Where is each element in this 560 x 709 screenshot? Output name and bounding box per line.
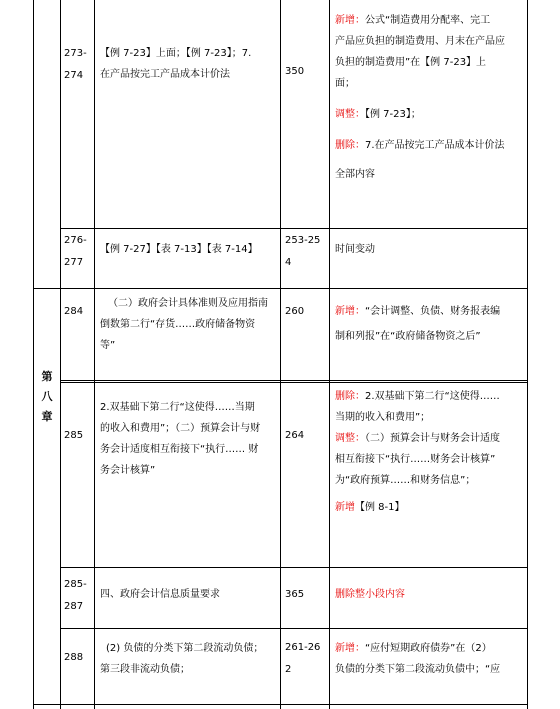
chapter-char: 八 [41,390,53,403]
change-text: 【例 8-1】 [355,502,405,513]
page-line: 365 [285,589,305,600]
change-description [335,638,500,680]
change-line [335,638,500,659]
content-line: （二）政府会计具体准则及应用指南 [108,298,268,309]
change-line: 制和列报”在“政府储备物资之后” [335,331,481,342]
row-border [60,382,527,383]
table-divider-content [280,0,281,709]
change-line [335,301,500,322]
change-description [335,386,500,518]
change-text: （二）预算会计与财务会计适度 [365,433,500,444]
content-line: 等” [100,340,116,351]
tag-deleted: 删除整小段内容 [335,589,405,600]
tag-adjusted: 调整： [335,433,365,444]
new-page [285,65,304,79]
page-line: 285- [64,579,87,590]
chapter-label [37,367,57,427]
change-text: “应付短期政府债券”在（2） [365,643,492,654]
row-border [33,288,527,289]
original-page [64,651,83,665]
original-content [100,397,260,481]
page-line: 264 [285,430,305,441]
tag-adjusted: 调整： [335,109,365,120]
table-divider-chapter [60,0,61,709]
change-line [335,10,505,31]
page-line: 4 [285,257,292,268]
original-content [100,293,268,356]
original-content [100,243,258,257]
change-description [335,10,505,185]
original-content [100,43,251,85]
content-line: 【例 7-27】【表 7-13】【表 7-14】 [100,244,258,255]
change-line: 相互衔接下“执行……财务会计核算” [335,454,496,465]
change-line: 产品应负担的制造费用、月末在产品应 [335,36,505,47]
change-line: 时间变动 [335,244,375,255]
page-line: 273- [64,48,87,59]
change-line [335,135,505,156]
page-line: 350 [285,66,305,77]
tag-added: 新增： [335,15,365,26]
content-line: (2) 负债的分类下第二段流动负债； [106,643,264,654]
row-border [60,228,527,229]
page-line: 261-26 [285,642,321,653]
row-border [60,380,527,381]
original-page [64,47,87,83]
page-line: 260 [285,306,305,317]
content-line: 在产品按完工产品成本计价法 [100,69,230,80]
content-line: 2.双基础下第二行“这使得……当期 [100,402,255,413]
original-content [100,638,263,680]
table-divider-page [94,0,95,709]
new-page [285,641,320,677]
new-page [285,305,304,319]
change-line: 全部内容 [335,169,375,180]
table-border-right [527,0,528,709]
original-page [64,305,83,319]
change-description [335,301,500,347]
content-line: 的收入和费用”；（二）预算会计与财 [100,423,261,434]
tag-deleted: 删除： [335,391,365,402]
chapter-char: 章 [41,410,53,423]
row-border [60,567,527,568]
table-divider-newpage [329,0,330,709]
change-line [335,104,505,125]
tag-added: 新增 [335,502,355,513]
content-line: 第三段非流动负债； [100,664,190,675]
page-line: 277 [64,257,84,268]
table-border-bottom [33,704,527,705]
change-description [335,588,405,602]
chapter-char: 第 [41,370,53,383]
content-line: 【例 7-23】上面；【例 7-23】；7. [100,48,252,59]
change-text: 公式“制造费用分配率、完工 [365,15,491,26]
page-line: 285 [64,430,84,441]
tag-added: 新增： [335,643,365,654]
page-line: 2 [285,664,292,675]
table-border-left [33,0,34,709]
content-line: 倒数第二行“存货……政府储备物资 [100,319,256,330]
content-line: 务会计核算” [100,465,156,476]
page-line: 276- [64,235,87,246]
change-line [335,497,500,518]
change-line: 负债的分类下第二段流动负债中；“应 [335,664,501,675]
content-line: 四、政府会计信息质量要求 [100,589,220,600]
page-line: 274 [64,70,84,81]
page-line: 284 [64,306,84,317]
content-line: 务会计适度相互衔接下“执行…… 财 [100,444,259,455]
original-page [64,234,87,270]
new-page [285,588,304,602]
tag-added: 新增： [335,306,365,317]
change-line: 为“政府预算……和财务信息”； [335,475,476,486]
change-line [335,428,500,449]
new-page [285,234,320,270]
original-page [64,429,83,443]
original-content [100,588,220,602]
page-line: 287 [64,601,84,612]
change-text: “会计调整、负债、财务报表编 [365,306,501,317]
change-description [335,243,375,257]
new-page [285,429,304,443]
row-border [60,628,527,629]
page-line: 253-25 [285,235,321,246]
tag-deleted: 删除： [335,140,365,151]
change-line: 负担的制造费用”在【例 7-23】上 [335,57,487,68]
change-text: 2.双基础下第二行“这使得…… [365,391,500,402]
original-page [64,578,87,614]
change-text: 7.在产品按完工产品成本计价法 [365,140,505,151]
change-line: 面； [335,78,355,89]
change-line: 当期的收入和费用”； [335,412,431,423]
change-line [335,386,500,407]
page-line: 288 [64,652,84,663]
change-text: 【例 7-23】； [365,109,421,120]
